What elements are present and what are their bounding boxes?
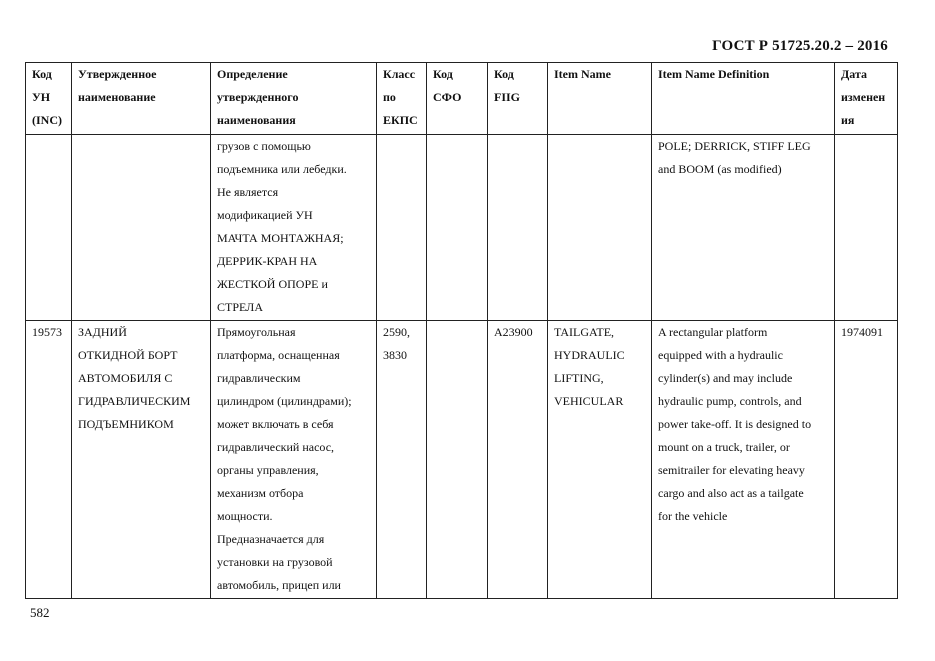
table-row (26, 321, 898, 599)
column-header-sfo-code: Код СФО (427, 63, 488, 135)
column-header-fiig-code: Код FIIG (488, 63, 548, 135)
cell-inc (26, 135, 72, 321)
document-standard-header: ГОСТ Р 51725.20.2 – 2016 (712, 38, 888, 54)
cell-definition: Прямоугольная платформа, оснащенная гидравлическим цилиндром (цилиндрами); может включать в себя гидравлический насос, органы управления, механизм отбора мощности. Предназначается для установки на грузовой автомобиль, прицеп или (211, 321, 377, 599)
table-row (26, 135, 898, 321)
cell-item-name (548, 135, 652, 321)
cell-fiig-code (488, 135, 548, 321)
column-header-change-date: Дата изменен ия (835, 63, 898, 135)
cell-item-name: TAILGATE, HYDRAULIC LIFTING, VEHICULAR (548, 321, 652, 599)
column-header-ekps-class: Класс по ЕКПС (377, 63, 427, 135)
cell-sfo-code (427, 321, 488, 599)
cell-inc: 19573 (26, 321, 72, 599)
column-header-approved-name: Утвержденное наименование (72, 63, 211, 135)
cell-item-name-definition: A rectangular platform equipped with a hydraulic cylinder(s) and may include hydraulic pump, controls, and power take-off. It is designed to mount on a truck, trailer, or semitrailer for elevating heavy cargo and also act as a tailgate for the vehicle (652, 321, 835, 599)
cell-change-date: 1974091 (835, 321, 898, 599)
cell-fiig-code: A23900 (488, 321, 548, 599)
column-header-definition: Определение утвержденного наименования (211, 63, 377, 135)
column-header-item-name: Item Name (548, 63, 652, 135)
cell-definition: грузов с помощью подъемника или лебедки. Не является модификацией УН МАЧТА МОНТАЖНАЯ; ДЕРРИК-КРАН НА ЖЕСТКОЙ ОПОРЕ и СТРЕЛА (211, 135, 377, 321)
column-header-item-name-definition: Item Name Definition (652, 63, 835, 135)
cell-ekps-class (377, 135, 427, 321)
cell-approved-name: ЗАДНИЙ ОТКИДНОЙ БОРТ АВТОМОБИЛЯ С ГИДРАВЛИЧЕСКИМ ПОДЪЕМНИКОМ (72, 321, 211, 599)
cell-approved-name (72, 135, 211, 321)
cell-change-date (835, 135, 898, 321)
item-names-table (25, 62, 898, 599)
cell-item-name-definition: POLE; DERRICK, STIFF LEG and BOOM (as modified) (652, 135, 835, 321)
cell-sfo-code (427, 135, 488, 321)
cell-ekps-class: 2590, 3830 (377, 321, 427, 599)
column-header-inc: Код УН (INC) (26, 63, 72, 135)
page-number: 582 (30, 605, 50, 620)
table-header-row (26, 63, 898, 135)
